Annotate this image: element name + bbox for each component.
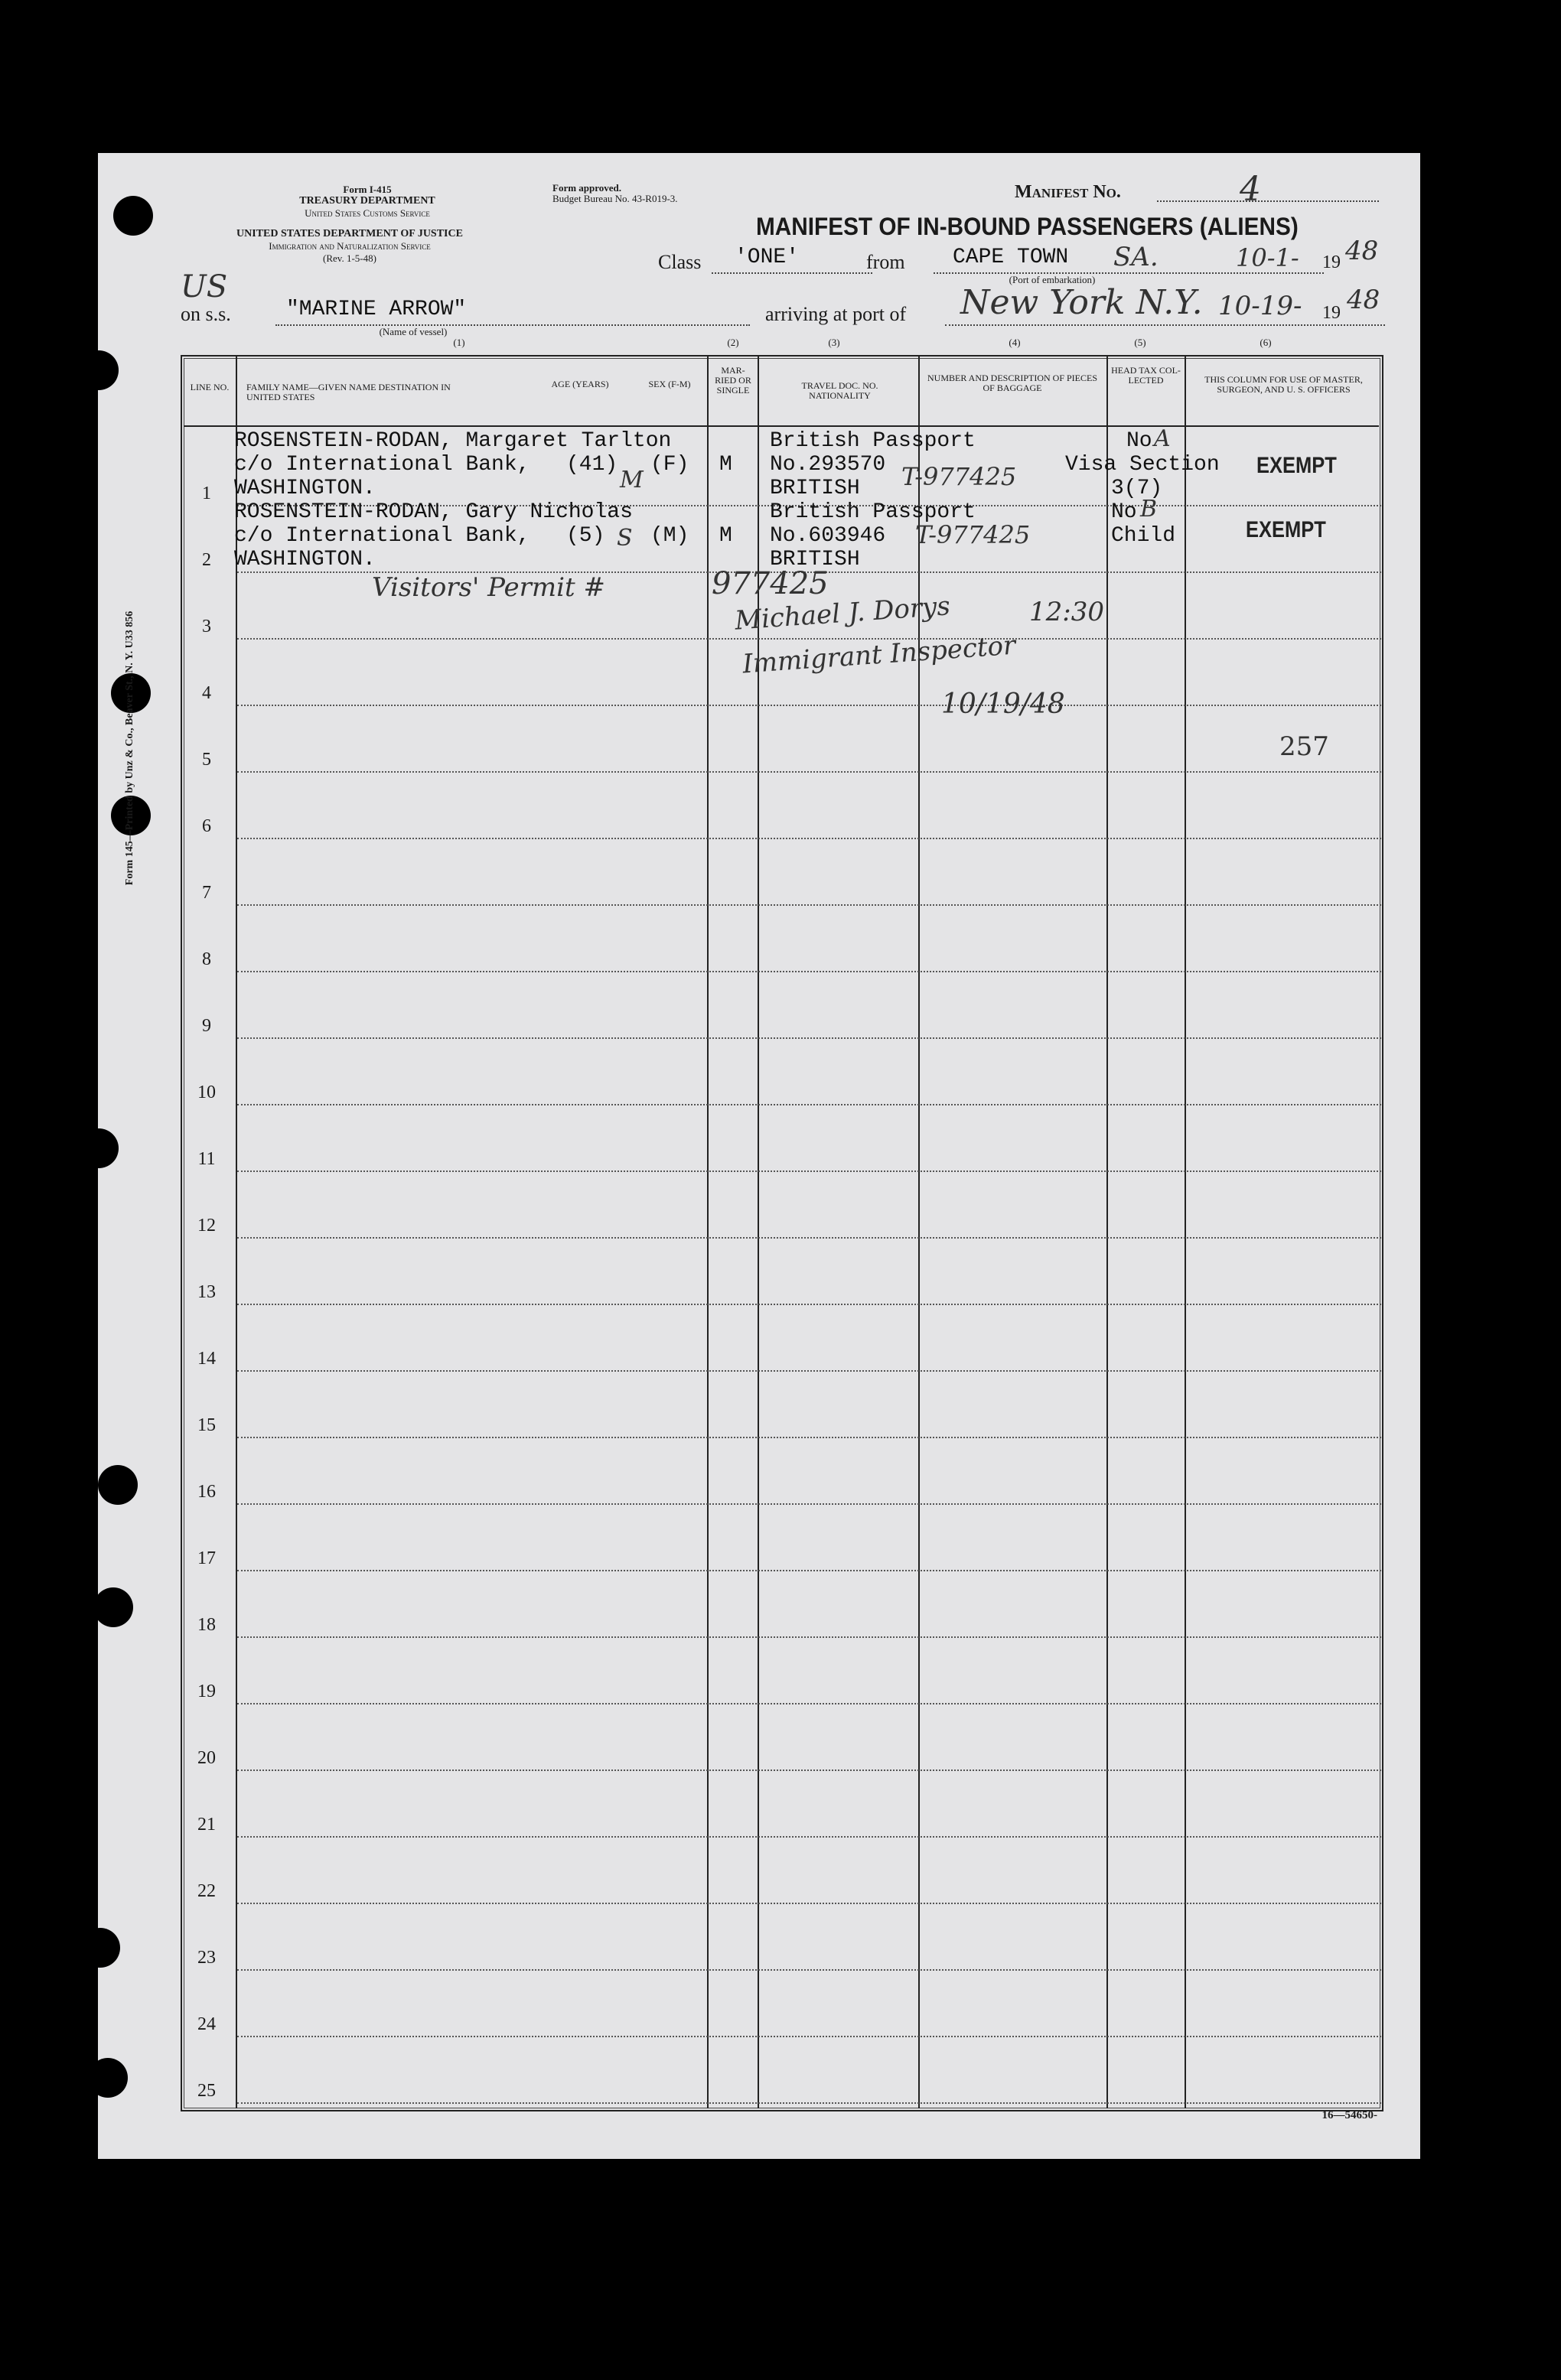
visitors-permit-label: Visitors' Permit #	[372, 572, 605, 603]
arrival-year-prefix: 19	[1322, 303, 1341, 323]
header-rule	[184, 425, 1379, 427]
table-row	[237, 1237, 1381, 1239]
line-number: 6	[202, 816, 211, 836]
entry2-sex: (M)	[650, 524, 689, 548]
line-number: 8	[202, 949, 211, 969]
visitors-permit-number: 977425	[712, 566, 829, 601]
line-number: 17	[197, 1548, 216, 1568]
table-row	[237, 1170, 1381, 1172]
revision: (Rev. 1-5-48)	[323, 252, 376, 264]
entry2-age-hand: S	[617, 525, 633, 552]
table-row	[237, 1636, 1381, 1638]
officer-number: 257	[1279, 731, 1329, 762]
entry1-name: ROSENSTEIN-RODAN, Margaret Tarlton	[234, 429, 672, 453]
inspector-title: Immigrant Inspector	[741, 630, 1017, 680]
entry2-tax: No	[1111, 500, 1137, 524]
entry1-married: M	[719, 453, 732, 477]
col-rule-line	[236, 357, 237, 2108]
col-num-4: (4)	[1009, 337, 1021, 348]
class-label: Class	[658, 251, 702, 273]
table-row	[237, 1437, 1381, 1438]
header-officers: THIS COLUMN FOR USE OF MASTER, SURGEON, AND U. S. OFFICERS	[1204, 374, 1363, 395]
table-row	[237, 638, 1381, 640]
table-row	[237, 1304, 1381, 1305]
entry1-nationality: BRITISH	[770, 477, 860, 500]
embark-year: 48	[1345, 236, 1379, 266]
punch-hole	[80, 1928, 120, 1968]
from-label: from	[866, 251, 905, 273]
line-number: 23	[197, 1948, 216, 1968]
from-value: CAPE TOWN	[953, 246, 1069, 269]
class-dots	[712, 272, 872, 274]
line-number: 22	[197, 1881, 216, 1901]
entry1-address: c/o International Bank,	[234, 453, 530, 477]
arrival-port: New York N.Y.	[960, 283, 1203, 322]
line-number: 19	[197, 1682, 216, 1701]
line-number: 2	[202, 550, 211, 570]
line-number: 10	[197, 1083, 216, 1102]
line-number: 3	[202, 617, 211, 637]
embark-date: 10-1-	[1236, 243, 1299, 272]
table-row	[237, 1104, 1381, 1105]
customs-service: United States Customs Service	[305, 207, 430, 219]
inspector-signature: Michael J. Dorys	[733, 591, 952, 637]
entry2-address: c/o International Bank,	[234, 524, 530, 548]
on-label: on s.s.	[181, 303, 231, 325]
col-rule-baggage	[1106, 357, 1108, 2108]
entry1-sex: (F)	[650, 453, 689, 477]
vessel-name: "MARINE ARROW"	[286, 298, 467, 321]
punch-hole	[79, 350, 119, 390]
table-row	[237, 1969, 1381, 1971]
header-name: FAMILY NAME—GIVEN NAME DESTINATION IN UNITED STATES	[246, 382, 451, 402]
inspector-date: 10/19/48	[941, 689, 1065, 720]
entry2-baggage: T-977425	[915, 520, 1031, 549]
line-number: 15	[197, 1415, 216, 1435]
entry2-nationality: BRITISH	[770, 548, 860, 571]
line-number: 21	[197, 1815, 216, 1835]
table-row	[237, 904, 1381, 906]
entry1-tax: No	[1126, 429, 1152, 453]
line-number: 24	[197, 2014, 216, 2034]
entry1-age: (41)	[566, 453, 618, 477]
line-number: 7	[202, 883, 211, 903]
inspector-time: 12:30	[1029, 597, 1104, 627]
col-num-6: (6)	[1260, 337, 1272, 348]
footer-code: 16—54650-	[1321, 2109, 1377, 2121]
punch-hole	[88, 2058, 128, 2098]
table-row	[237, 971, 1381, 972]
table-row	[237, 705, 1381, 706]
line-number: 16	[197, 1482, 216, 1502]
vessel-hand: US	[181, 269, 228, 304]
entry2-dest: WASHINGTON.	[234, 548, 376, 571]
entry1-section: 3(7)	[1111, 477, 1163, 500]
col-rule-name	[707, 357, 709, 2108]
entry1-age-hand: M	[620, 467, 644, 493]
line-number: 9	[202, 1016, 211, 1036]
table-row	[237, 2102, 1381, 2104]
header-married: MAR- RIED OR SINGLE	[715, 365, 751, 396]
line-number: 18	[197, 1615, 216, 1635]
entry1-baggage: T-977425	[901, 462, 1017, 491]
line-number: 11	[197, 1149, 216, 1169]
col-num-2: (2)	[727, 337, 739, 348]
punch-hole	[79, 1128, 119, 1168]
entry1-note: Visa Section	[1065, 453, 1220, 477]
manifest-no-dots	[1157, 200, 1379, 202]
col-rule-tax	[1185, 357, 1186, 2108]
line-number: 4	[202, 683, 211, 703]
table-row	[237, 1503, 1381, 1505]
header-travel-doc: TRAVEL DOC. NO. NATIONALITY	[801, 380, 878, 401]
table-row	[237, 1703, 1381, 1704]
entry2-tax-hand: B	[1140, 496, 1158, 523]
treasury-dept: TREASURY DEPARTMENT	[299, 195, 435, 207]
entry2-exempt-stamp: EXEMPT	[1246, 517, 1326, 542]
table-row	[237, 2036, 1381, 2037]
approved-note: Form approved.	[552, 182, 622, 194]
manifest-no-label: Manifest No.	[1015, 182, 1121, 202]
table-row	[237, 838, 1381, 839]
line-number: 5	[202, 750, 211, 770]
printer-imprint: Form 145—Printed by Unz & Co., Beaver St., N. Y. U33 856	[124, 610, 135, 886]
entry1-exempt-stamp: EXEMPT	[1256, 453, 1337, 478]
line-number: 1	[202, 483, 211, 503]
embark-year-prefix: 19	[1322, 252, 1341, 272]
header-sex: SEX (F-M)	[648, 379, 691, 389]
line-number: 20	[197, 1748, 216, 1768]
table-row	[237, 1570, 1381, 1571]
line-number: 25	[197, 2081, 216, 2101]
header-age: AGE (YEARS)	[551, 379, 609, 389]
arrival-date: 10-19-	[1218, 291, 1302, 321]
line-number: 14	[197, 1349, 216, 1369]
manifest-title: MANIFEST OF IN-BOUND PASSENGERS (ALIENS)	[756, 213, 1299, 240]
punch-hole	[93, 1587, 133, 1627]
entry2-doc: British Passport	[770, 500, 976, 524]
table-row	[237, 1370, 1381, 1372]
entry1-dest: WASHINGTON.	[234, 477, 376, 500]
col-num-3: (3)	[828, 337, 840, 348]
header-head-tax: HEAD TAX COL- LECTED	[1111, 365, 1181, 386]
entry2-name: ROSENSTEIN-RODAN, Gary Nicholas	[234, 500, 633, 524]
entry2-tax-child: Child	[1111, 524, 1176, 548]
embark-caption: (Port of embarkation)	[1009, 274, 1096, 285]
col-num-5: (5)	[1134, 337, 1146, 348]
arriving-label: arriving at port of	[765, 303, 907, 325]
punch-hole	[98, 1465, 138, 1505]
entry2-married: M	[719, 524, 732, 548]
table-row	[237, 1037, 1381, 1039]
form-id: Form I-415	[343, 184, 392, 195]
header-baggage: NUMBER AND DESCRIPTION OF PIECES OF BAGGAGE	[927, 373, 1098, 393]
header-line-no: LINE NO.	[190, 382, 230, 392]
arrival-year: 48	[1347, 285, 1380, 315]
budget-bureau: Budget Bureau No. 43-R019-3.	[552, 193, 678, 204]
entry1-passport-no: No.293570	[770, 453, 886, 477]
ins-service: Immigration and Naturalization Service	[269, 240, 431, 252]
vessel-caption: (Name of vessel)	[379, 326, 448, 337]
col-num-1: (1)	[453, 337, 465, 348]
manifest-no-value: 4	[1240, 170, 1261, 209]
entry2-passport-no: No.603946	[770, 524, 886, 548]
from-hand: SA.	[1113, 242, 1159, 272]
justice-dept: UNITED STATES DEPARTMENT OF JUSTICE	[236, 228, 463, 239]
line-number: 12	[197, 1216, 216, 1236]
entry2-age: (5)	[566, 524, 605, 548]
table-row	[237, 1903, 1381, 1904]
arrival-dots	[945, 324, 1385, 326]
punch-hole	[113, 196, 153, 236]
line-number: 13	[197, 1282, 216, 1302]
entry1-tax-hand: A	[1154, 425, 1171, 452]
class-value: 'ONE'	[735, 246, 800, 269]
table-row	[237, 771, 1381, 773]
table-row	[237, 1836, 1381, 1838]
table-row	[237, 1770, 1381, 1771]
entry1-doc: British Passport	[770, 429, 976, 453]
